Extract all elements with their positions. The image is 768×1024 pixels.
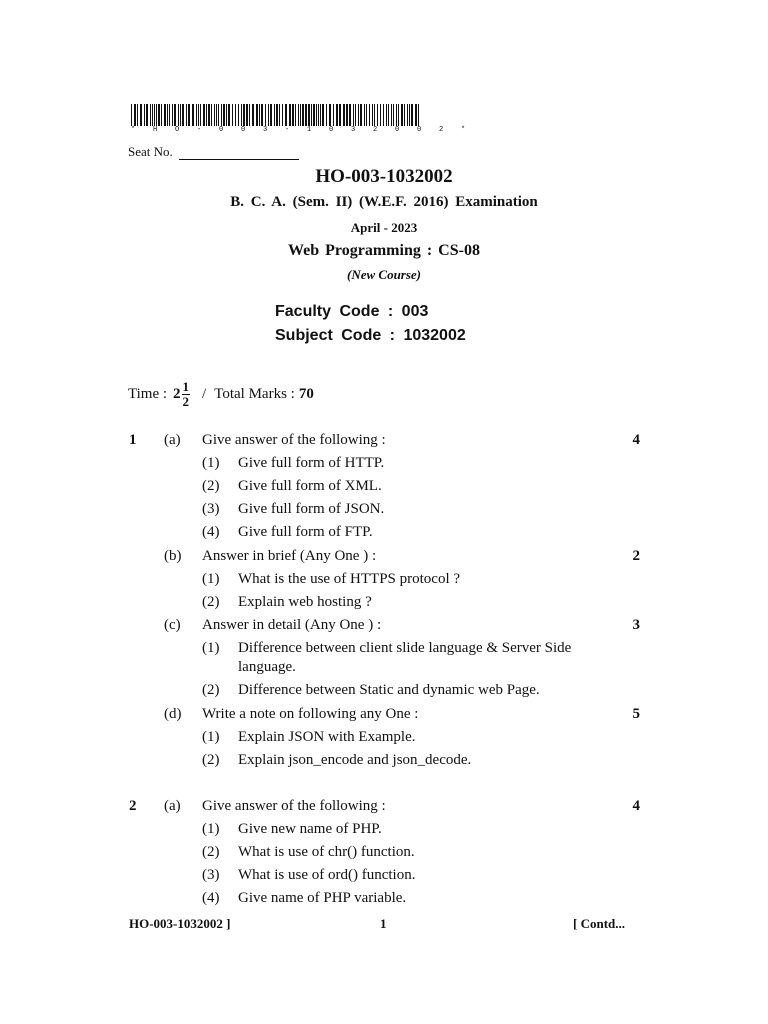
faculty-code: Faculty Code : 003 [275,303,429,320]
item-label: (2) [202,844,220,860]
part-instruction: Answer in detail (Any One ) : [202,617,382,633]
part-label: (d) [164,706,182,722]
subject-title: Web Programming : CS-08 [288,242,480,259]
paper-code: HO-003-1032002 [315,166,453,187]
course-note: (New Course) [346,267,422,282]
item-text: Difference between client slide language & Server Side [238,640,572,656]
item-label: (3) [202,501,220,517]
time-label: Time : [128,386,168,402]
item-text: What is use of chr() function. [238,844,415,860]
item-label: (2) [202,478,220,494]
item-label: (3) [202,867,220,883]
item-text: Give name of PHP variable. [238,890,407,906]
part-instruction: Write a note on following any One : [202,706,419,722]
part-marks: 4 [632,798,640,814]
item-text: Give new name of PHP. [238,821,382,837]
item-text: Explain json_encode and json_decode. [238,752,472,768]
part-marks: 2 [632,548,640,564]
item-label: (1) [202,821,220,837]
item-text: Give full form of XML. [238,478,382,494]
footer-paper-code: HO-003-1032002 ] [129,916,231,931]
question-number: 1 [129,432,137,448]
item-label: (4) [202,524,220,540]
item-label: (4) [202,890,220,906]
item-text: Difference between Static and dynamic web Page. [238,682,540,698]
time-duration [169,380,190,409]
part-instruction: Give answer of the following : [202,432,386,448]
total-marks-value: 70 [298,386,314,402]
time-fraction [182,380,191,409]
item-text: Give full form of JSON. [238,501,385,517]
footer-continued: [ Contd... [573,916,626,931]
item-label: (2) [202,752,220,768]
item-label: (2) [202,682,220,698]
seat-number-blank [179,147,299,160]
item-label: (1) [202,729,220,745]
time-whole: 2 [173,386,181,402]
item-label: (1) [202,455,220,471]
time-separator: / [202,386,207,402]
item-text-continued: language. [238,659,296,675]
item-text: Explain JSON with Example. [238,729,416,745]
part-label: (a) [164,798,181,814]
item-label: (1) [202,640,220,656]
time-fraction-numerator: 1 [182,379,190,394]
time-and-marks [128,380,314,409]
item-text: What is use of ord() function. [238,867,416,883]
part-instruction: Give answer of the following : [202,798,386,814]
subject-code: Subject Code : 1032002 [275,327,466,344]
time-fraction-denominator: 2 [182,394,190,409]
item-label: (1) [202,571,220,587]
part-instruction: Answer in brief (Any One ) : [202,548,377,564]
question-number: 2 [129,798,137,814]
barcode-text: * H O - 0 0 3 - 1 0 3 2 0 0 2 * [131,126,473,134]
item-text: Give full form of FTP. [238,524,373,540]
part-label: (a) [164,432,181,448]
part-label: (c) [164,617,181,633]
barcode-bars [131,104,423,126]
seat-number-field [128,144,299,160]
item-text: What is the use of HTTPS protocol ? [238,571,461,587]
part-marks: 5 [632,706,640,722]
part-marks: 4 [632,432,640,448]
seat-number-label: Seat No. [128,144,173,159]
item-label: (2) [202,594,220,610]
item-text: Give full form of HTTP. [238,455,385,471]
part-label: (b) [164,548,182,564]
exam-title: B. C. A. (Sem. II) (W.E.F. 2016) Examination [230,194,538,210]
exam-session: April - 2023 [350,220,418,235]
total-marks-label: Total Marks : [214,386,295,402]
footer-page-number: 1 [380,916,387,931]
item-text: Explain web hosting ? [238,594,372,610]
part-marks: 3 [632,617,640,633]
